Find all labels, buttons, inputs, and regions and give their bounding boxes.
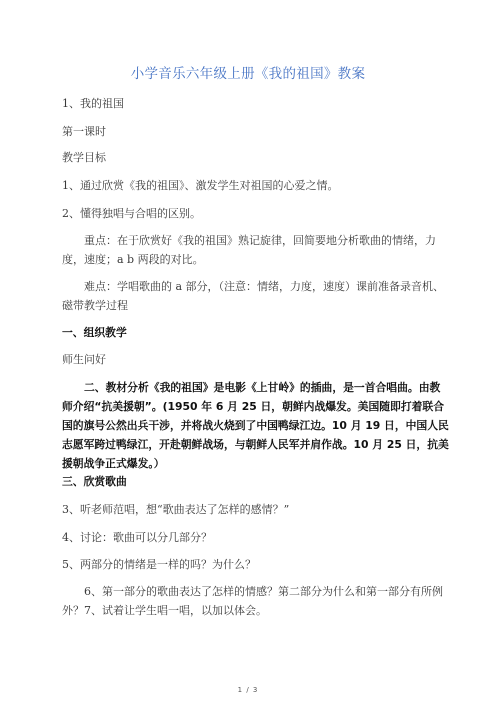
paragraph-goals-heading: 教学目标 bbox=[62, 151, 106, 164]
paragraph-item-4: 4、讨论：歌曲可以分几部分？ bbox=[62, 531, 212, 544]
paragraph-goal-2: 2、懂得独唱与合唱的区别。 bbox=[62, 207, 201, 220]
paragraph-goal-1: 1、通过欣赏《我的祖国》、激发学生对祖国的心爱之情。 bbox=[62, 179, 339, 192]
paragraph-item-3: 3、听老师范唱，想“歌曲表达了怎样的感情？” bbox=[62, 503, 290, 516]
paragraph-period: 第一课时 bbox=[62, 125, 106, 138]
paragraph-greeting: 师生问好 bbox=[62, 353, 106, 366]
paragraph-difficulties: 难点：学唱歌曲的 a 部分，（注意：情绪，力度，速度）课前准备录音机、磁带教学过程 bbox=[62, 280, 445, 312]
section-heading-3: 三、欣赏歌曲 bbox=[62, 475, 127, 488]
paragraph-item-5: 5、两部分的情绪是一样的吗？为什么？ bbox=[62, 558, 256, 571]
document-title: 小学音乐六年级上册《我的祖国》教案 bbox=[130, 66, 366, 82]
paragraph-lesson-name: 1、我的祖国 bbox=[62, 97, 124, 110]
section-heading-2-analysis: 二、教材分析《我的祖国》是电影《上甘岭》的插曲，是一首合唱曲。由教师介绍“抗美援朝”。(1950 年 6 月 25 日，朝鲜内战爆发。美国随即打着联合国的旗号公然出兵干涉，并将战火烧到了中国鸭绿江边。10 月 19 日，中国人民志愿军跨过鸭绿江，开赴朝鲜战场，与朝鲜人民军并肩作战。10 月 25 日，抗美援朝战争正式爆发。） bbox=[62, 381, 449, 470]
paragraph-key-points: 重点：在于欣赏好《我的祖国》熟记旋律，回简要地分析歌曲的情绪，力度，速度；a b 两段的对比。 bbox=[62, 234, 436, 266]
page-indicator: 1 / 3 bbox=[237, 686, 259, 694]
paragraph-item-6-7: 6、第一部分的歌曲表达了怎样的情感？第二部分为什么和第一部分有所例外？7、试着让学生唱一唱，以加以体会。 bbox=[62, 585, 443, 617]
section-heading-1: 一、组织教学 bbox=[62, 326, 127, 339]
